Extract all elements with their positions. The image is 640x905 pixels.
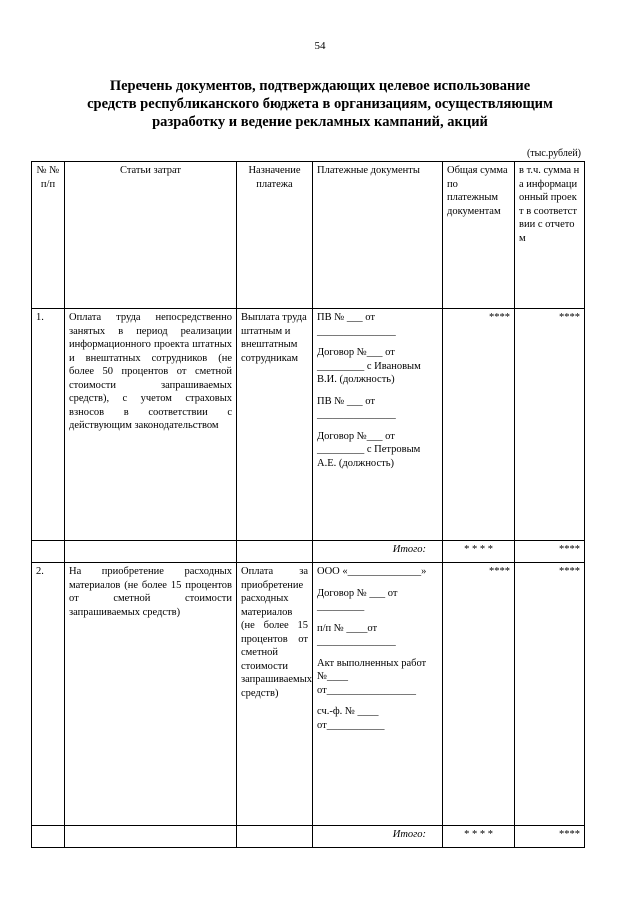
header-purpose: Назначение платежа	[237, 162, 313, 309]
row-num: 2.	[32, 563, 65, 826]
itogo-label: Итого:	[313, 541, 443, 563]
payment-doc: п/п № ____от _______________	[317, 622, 396, 647]
itogo-row	[32, 541, 585, 563]
title-line: средств республиканского бюджета в организациям, осуществляющим	[87, 96, 553, 112]
row-total: ****	[443, 563, 515, 826]
page-number: 54	[314, 40, 326, 52]
itogo-row	[32, 826, 585, 848]
title-line: Перечень документов, подтверждающих целевое использование	[109, 78, 531, 94]
title-line: разработку и ведение рекламных кампаний, акций	[152, 114, 488, 130]
payment-doc: Акт выполненных работ №____ от_________________	[317, 657, 427, 696]
payment-doc: Договор №___ от _________ с Ивановым В.И. (должность)	[317, 347, 421, 385]
table-row	[32, 309, 585, 541]
row-article: Оплата труда непосредственно занятых в период реализации информационного проекта штатных и внештатных сотрудников (не более 50 процентов от сметной стоимости запрашиваемых средств), с учетом страховых взносов в соответствии с действующим законодательством	[65, 309, 237, 541]
row-payment-docs	[313, 309, 443, 541]
payment-doc: Договор №___ от _________ с Петровым А.Е. (должность)	[317, 430, 421, 469]
header-num: № № п/п	[32, 162, 65, 309]
row-payment-docs	[313, 563, 443, 826]
unit-label: (тыс.рублей)	[526, 148, 581, 159]
row-purpose: Выплата труда штатным и внештатным сотрудникам	[237, 309, 313, 541]
row-total: ****	[443, 309, 515, 541]
row-article: На приобретение расходных материалов (не более 15 процентов от сметной стоимости запрашиваемых средств)	[65, 563, 237, 826]
payment-doc: сч.-ф. № ____ от___________	[317, 706, 385, 731]
row-purpose: Оплата за приобретение расходных материалов (не более 15 процентов от сметной стоимости запрашиваемых средств)	[237, 563, 313, 826]
document-title	[40, 77, 600, 131]
itogo-label: Итого:	[313, 826, 443, 848]
documents-table	[31, 161, 585, 848]
table-row	[32, 563, 585, 826]
header-total: Общая сумма по платежным документам	[443, 162, 515, 309]
header-row	[32, 162, 585, 309]
header-articles: Статьи затрат	[65, 162, 237, 309]
payment-doc: ПВ № ___ от _______________	[317, 312, 396, 337]
header-payment-docs: Платежные документы	[313, 162, 443, 309]
row-including: ****	[515, 309, 585, 541]
header-including: в т.ч. сумма на информационный проект в соответствии с отчетом	[515, 162, 585, 309]
itogo-total: * * * *	[443, 826, 515, 848]
row-num: 1.	[32, 309, 65, 541]
payment-doc: Договор № ___ от _________	[317, 587, 398, 612]
payment-doc: ООО «______________»	[317, 566, 427, 577]
payment-doc: ПВ № ___ от _______________	[317, 395, 396, 420]
row-including: ****	[515, 563, 585, 826]
itogo-including: ****	[515, 541, 585, 563]
itogo-total: * * * *	[443, 541, 515, 563]
itogo-including: ****	[515, 826, 585, 848]
